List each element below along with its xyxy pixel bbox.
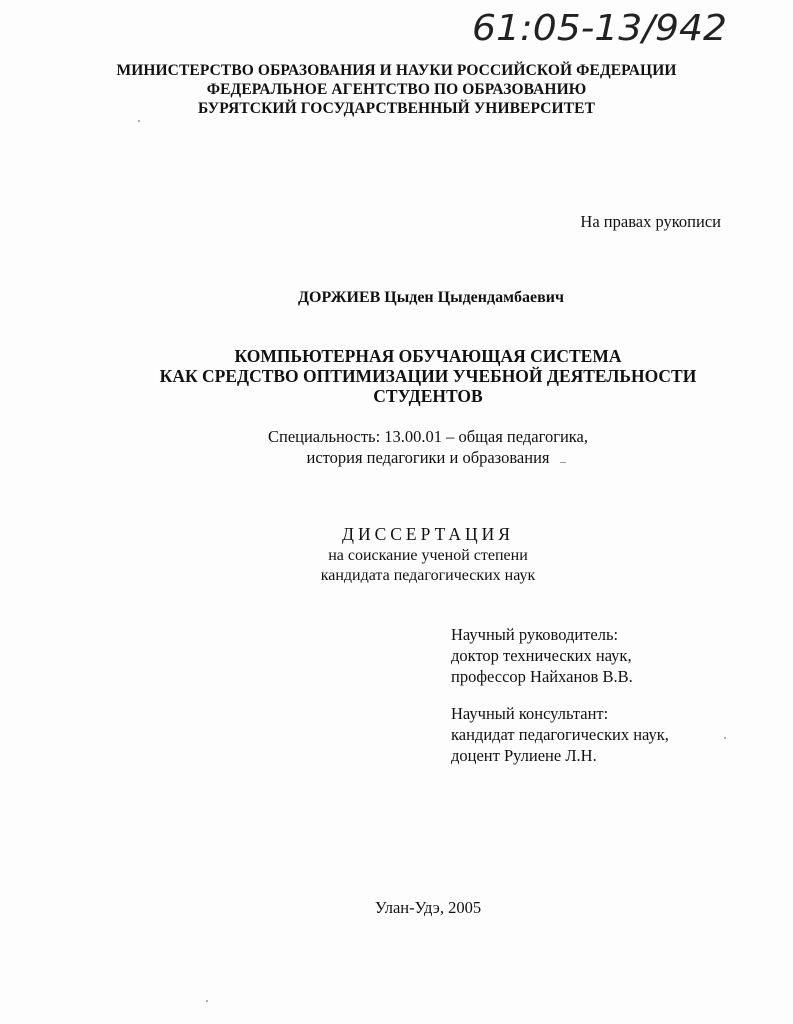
archive-number-text: 61:05-13/942 xyxy=(472,8,727,49)
consultant-name: доцент Рулиене Л.Н. xyxy=(451,746,597,765)
work-type: ДИССЕРТАЦИЯ xyxy=(342,524,514,544)
scan-speck xyxy=(724,737,726,739)
header-university: БУРЯТСКИЙ ГОСУДАРСТВЕННЫЙ УНИВЕРСИТЕТ xyxy=(197,100,596,117)
place-and-year: Улан-Удэ, 2005 xyxy=(374,898,482,917)
consultant-block xyxy=(451,703,669,766)
supervisor-block xyxy=(451,624,633,687)
title-line-2: КАК СРЕДСТВО ОПТИМИЗАЦИИ УЧЕБНОЙ ДЕЯТЕЛЬНОСТИ xyxy=(159,366,697,386)
author-name: ДОРЖИЕВ Цыден Цыдендамбаевич xyxy=(298,289,564,306)
header-ministry: МИНИСТЕРСТВО ОБРАЗОВАНИЯ И НАУКИ РОССИЙСКОЙ ФЕДЕРАЦИИ xyxy=(116,62,677,79)
specialty-line-2: история педагогики и образования xyxy=(306,448,550,467)
consultant-degree: кандидат педагогических наук, xyxy=(451,725,669,744)
handwritten-archive-number-icon xyxy=(468,2,738,50)
degree-sought xyxy=(0,546,793,586)
degree-line-1: на соискание ученой степени xyxy=(328,547,528,564)
scan-speck xyxy=(206,1000,208,1002)
institution-header xyxy=(0,61,793,118)
manuscript-note: На правах рукописи xyxy=(580,212,721,231)
supervisor-role: Научный руководитель: xyxy=(451,625,619,644)
supervisor-name: профессор Найханов В.В. xyxy=(451,667,633,686)
degree-line-2: кандидата педагогических наук xyxy=(320,567,536,584)
specialty-line-1: Специальность: 13.00.01 – общая педагогика, xyxy=(267,427,589,446)
archive-number-handwritten xyxy=(468,2,738,50)
dissertation-title xyxy=(0,346,793,406)
consultant-role: Научный консультант: xyxy=(451,704,609,723)
title-line-1: КОМПЬЮТЕРНАЯ ОБУЧАЮЩАЯ СИСТЕМА xyxy=(234,346,622,366)
title-line-3: СТУДЕНТОВ xyxy=(373,386,483,406)
scan-speck xyxy=(138,120,140,122)
header-agency: ФЕДЕРАЛЬНОЕ АГЕНТСТВО ПО ОБРАЗОВАНИЮ xyxy=(206,81,587,98)
specialty xyxy=(0,426,793,468)
scan-speck xyxy=(560,462,566,463)
supervisor-degree: доктор технических наук, xyxy=(451,646,632,665)
